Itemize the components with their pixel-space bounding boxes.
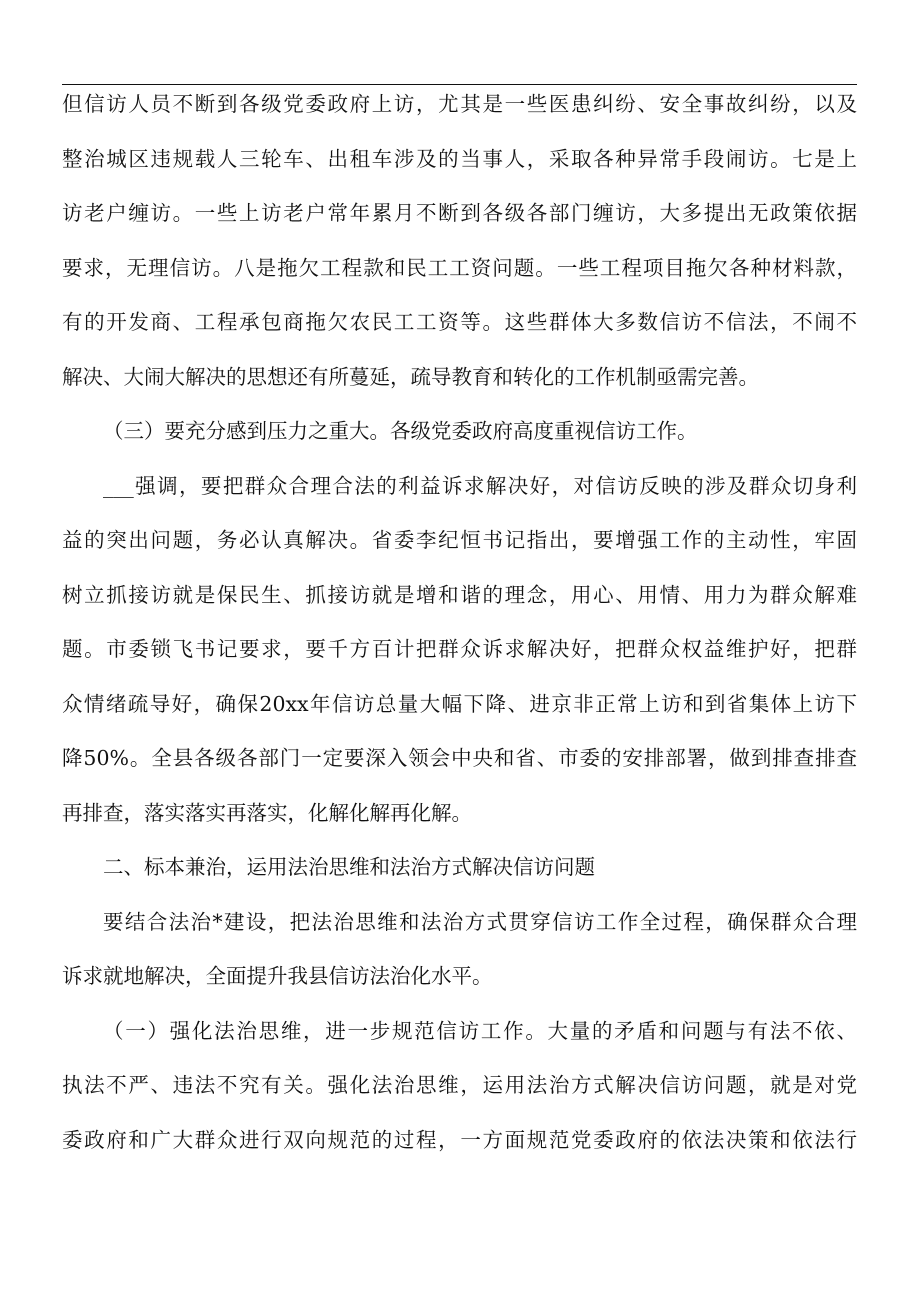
text-line-19: 执法不严、违法不究有关。强化法治思维，运用法治方式解决信访问题，就是对党 xyxy=(62,1073,857,1097)
text-line-20: 委政府和广大群众进行双向规范的过程，一方面规范党委政府的依法决策和依法行 xyxy=(62,1127,857,1152)
section-heading-three: （三）要充分感到压力之重大。各级党委政府高度重视信访工作。 xyxy=(103,419,698,443)
section-heading-two: 二、标本兼治，运用法治思维和法治方式解决信访问题 xyxy=(103,855,595,879)
document-body xyxy=(62,87,857,1177)
text-line-13: 降50%。全县各级各部门一定要深入领会中央和省、市委的安排部署，做到排查排查 xyxy=(62,746,857,770)
text-line-6: 解决、大闹大解决的思想还有所蔓延，疏导教育和转化的工作机制亟需完善。 xyxy=(62,364,759,389)
text-line-17: 诉求就地解决，全面提升我县信访法治化水平。 xyxy=(62,964,493,988)
header-rule xyxy=(62,84,857,85)
text-line-14: 再排查，落实落实再落实，化解化解再化解。 xyxy=(62,800,472,825)
text-line-2: 整治城区违规载人三轮车、出租车涉及的当事人，采取各种异常手段闹访。七是上 xyxy=(62,146,857,171)
text-line-8: ___强调，要把群众合理合法的利益诉求解决好，对信访反映的涉及群众切身利 xyxy=(103,473,857,498)
text-line-9: 益的突出问题，务必认真解决。省委李纪恒书记指出，要增强工作的主动性，牢固 xyxy=(62,528,857,552)
text-line-4: 要求，无理信访。八是拖欠工程款和民工工资问题。一些工程项目拖欠各种材料款， xyxy=(62,255,857,280)
text-line-3: 访老户缠访。一些上访老户常年累月不断到各级各部门缠访，大多提出无政策依据 xyxy=(62,201,857,225)
text-line-1: 但信访人员不断到各级党委政府上访，尤其是一些医患纠纷、安全事故纠纷，以及 xyxy=(62,92,857,116)
text-line-5: 有的开发商、工程承包商拖欠农民工工资等。这些群体大多数信访不信法，不闹不 xyxy=(62,310,857,334)
text-line-10: 树立抓接访就是保民生、抓接访就是增和谐的理念，用心、用情、用力为群众解难 xyxy=(62,582,857,607)
text-line-12: 众情绪疏导好，确保20xx年信访总量大幅下降、进京非正常上访和到省集体上访下 xyxy=(62,691,857,716)
text-line-11: 题。市委锁飞书记要求，要千方百计把群众诉求解决好，把群众权益维护好，把群 xyxy=(62,637,857,661)
subsection-heading-one: （一）强化法治思维，进一步规范信访工作。大量的矛盾和问题与有法不依、 xyxy=(103,1018,857,1043)
text-line-16: 要结合法治*建设，把法治思维和法治方式贯穿信访工作全过程，确保群众合理 xyxy=(103,909,857,934)
